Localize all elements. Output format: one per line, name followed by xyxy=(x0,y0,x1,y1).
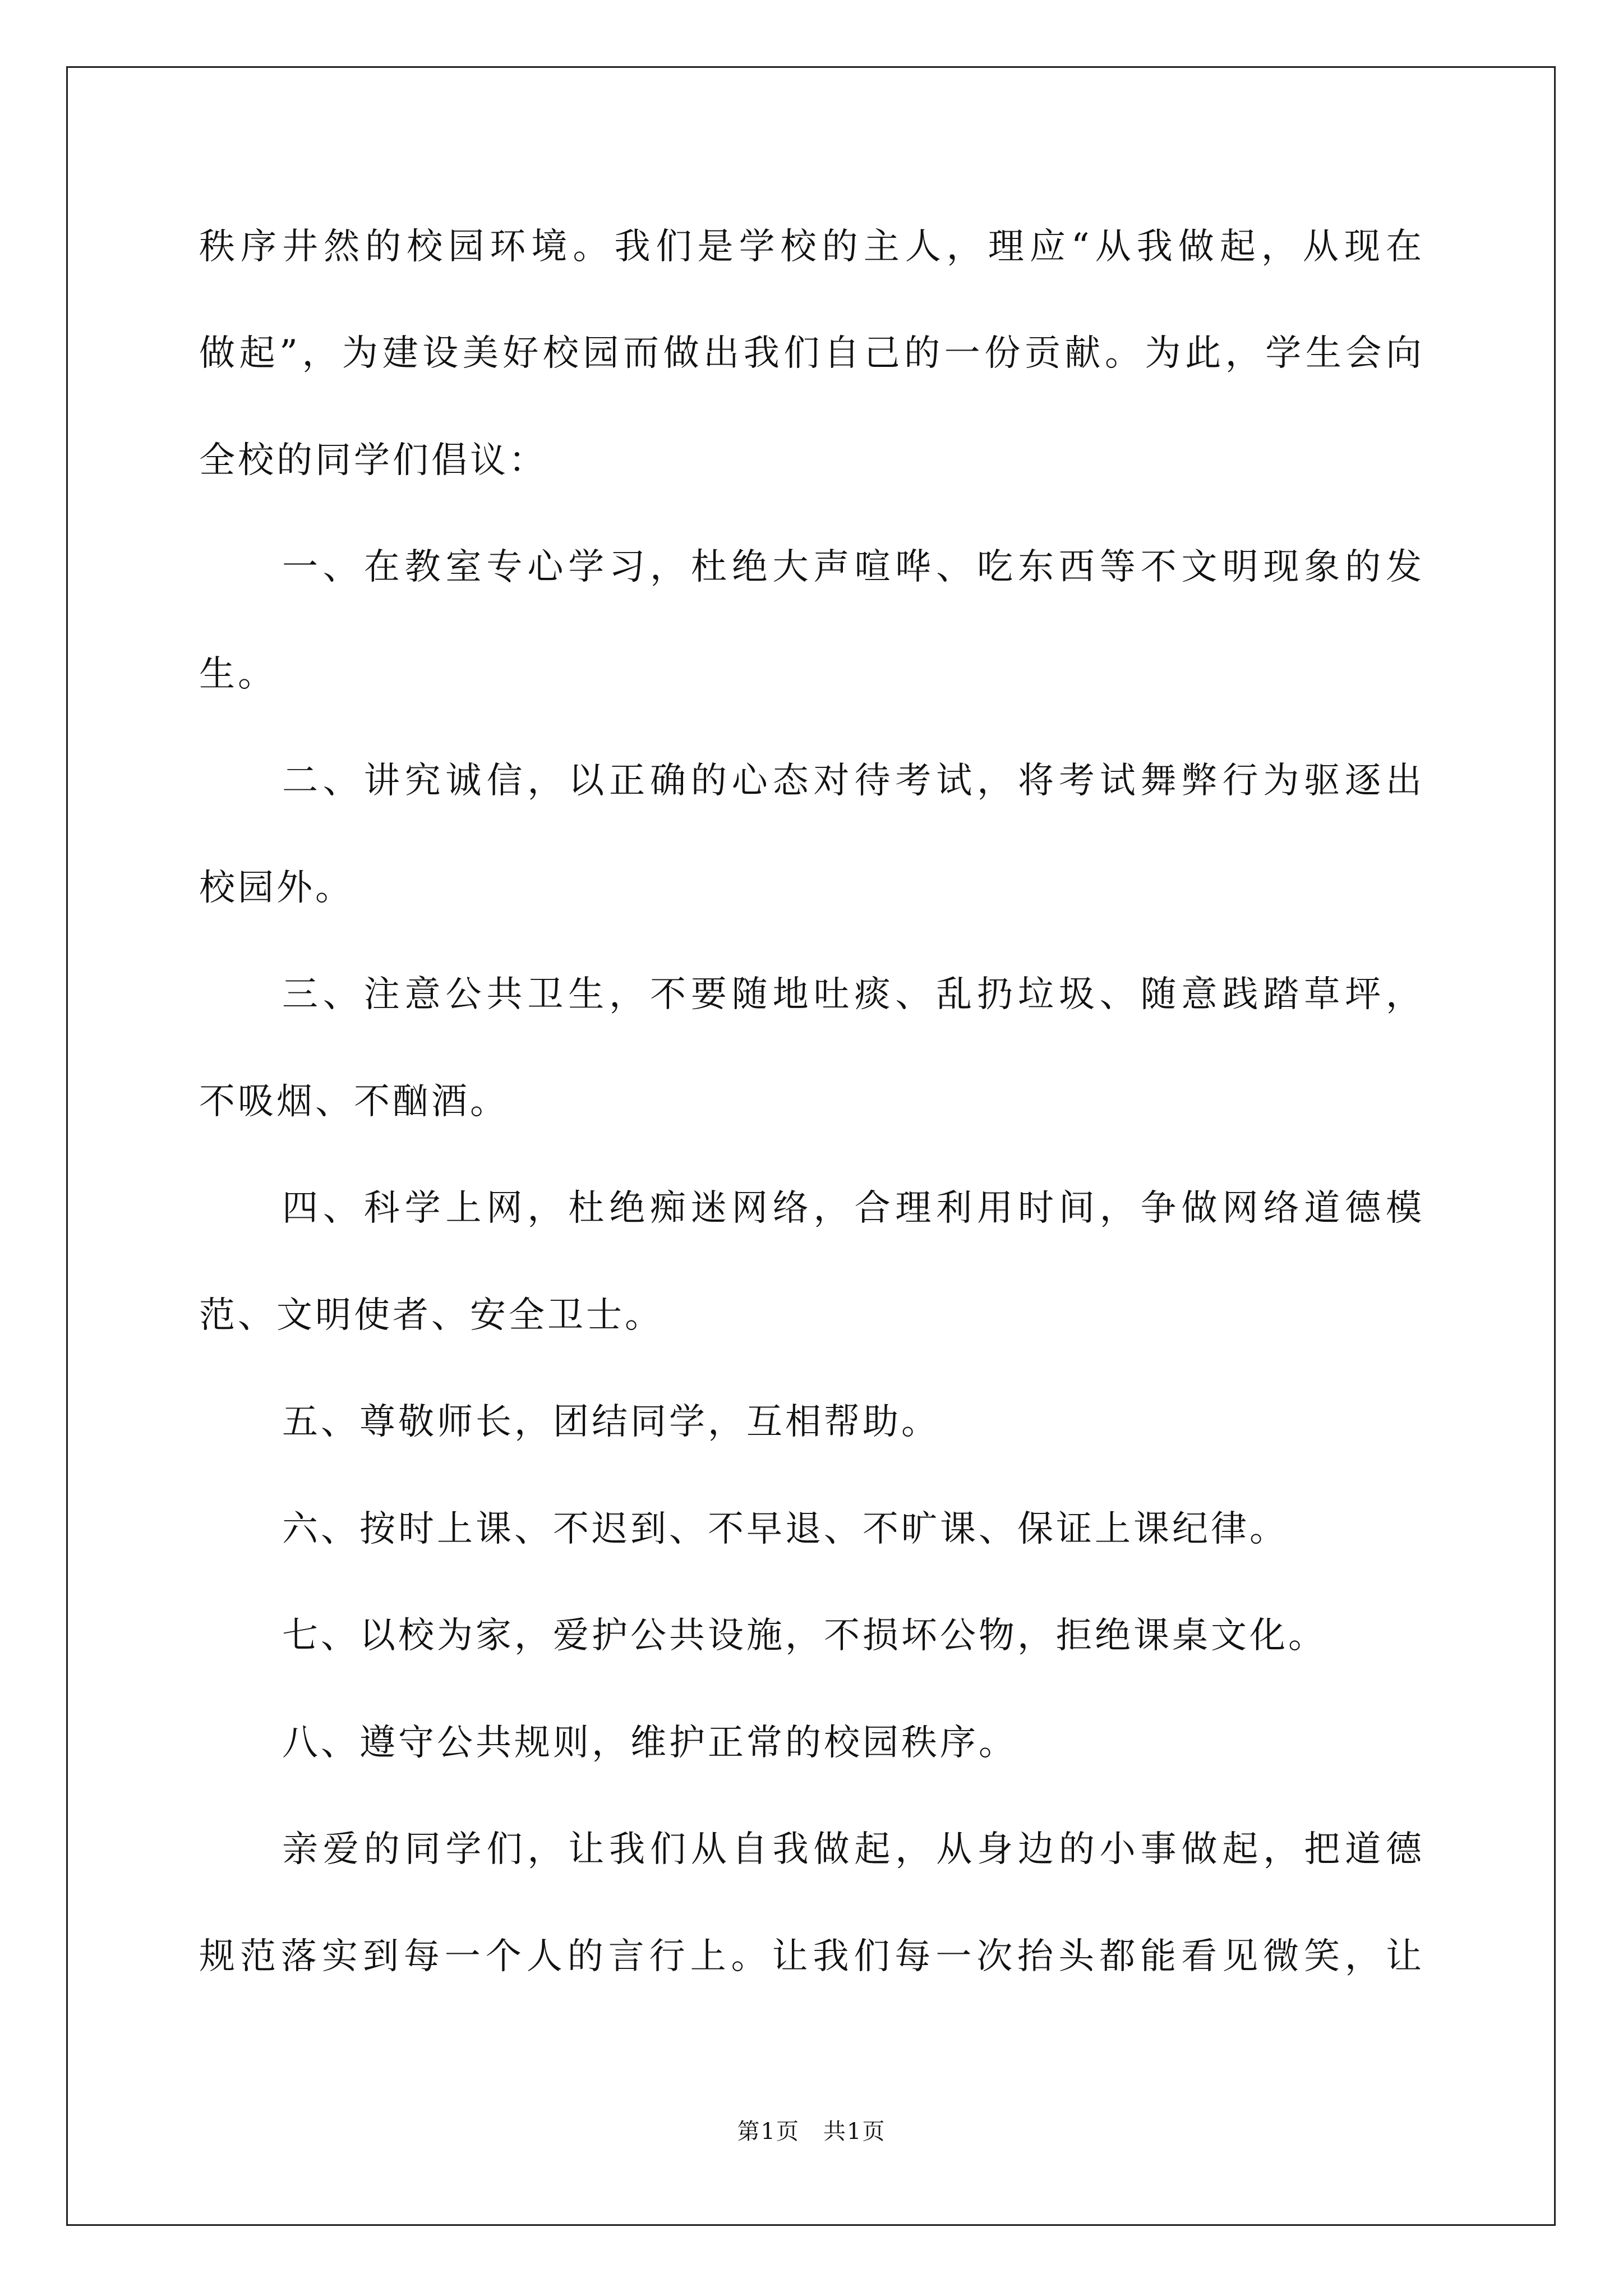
text-line: 一、在教室专心学习，杜绝大声喧哗、吃东西等不文明现象的发 xyxy=(282,546,1422,588)
text-line: 生。 xyxy=(199,654,276,695)
text-line: 七、以校为家，爱护公共设施，不损坏公物，拒绝课桌文化。 xyxy=(282,1615,1327,1657)
text-line: 做起”，为建设美好校园而做出我们自己的一份贡献。为此，学生会向 xyxy=(199,333,1422,374)
page-border xyxy=(66,66,1556,2226)
text-line: 秩序井然的校园环境。我们是学校的主人，理应“从我做起，从现在 xyxy=(199,226,1422,268)
text-line: 四、科学上网，杜绝痴迷网络，合理利用时间，争做网络道德模 xyxy=(282,1188,1422,1229)
text-line: 二、讲究诚信，以正确的心态对待考试，将考试舞弊行为驱逐出 xyxy=(282,760,1422,802)
text-line: 五、尊敬师长，团结同学，互相帮助。 xyxy=(282,1401,940,1443)
text-line: 六、按时上课、不迟到、不早退、不旷课、保证上课纪律。 xyxy=(282,1508,1288,1550)
text-line: 全校的同学们倡议： xyxy=(199,440,547,481)
text-line: 范、文明使者、安全卫士。 xyxy=(199,1295,663,1336)
text-line: 校园外。 xyxy=(199,867,354,909)
text-line: 亲爱的同学们，让我们从自我做起，从身边的小事做起，把道德 xyxy=(282,1829,1422,1870)
page-number-footer: 第1页 共1页 xyxy=(737,2119,886,2145)
text-line: 不吸烟、不酗酒。 xyxy=(199,1081,509,1122)
text-line: 八、遵守公共规则，维护正常的校园秩序。 xyxy=(282,1722,1017,1764)
text-line: 三、注意公共卫生，不要随地吐痰、乱扔垃圾、随意践踏草坪， xyxy=(282,974,1422,1015)
text-line: 规范落实到每一个人的言行上。让我们每一次抬头都能看见微笑，让 xyxy=(199,1936,1422,1977)
